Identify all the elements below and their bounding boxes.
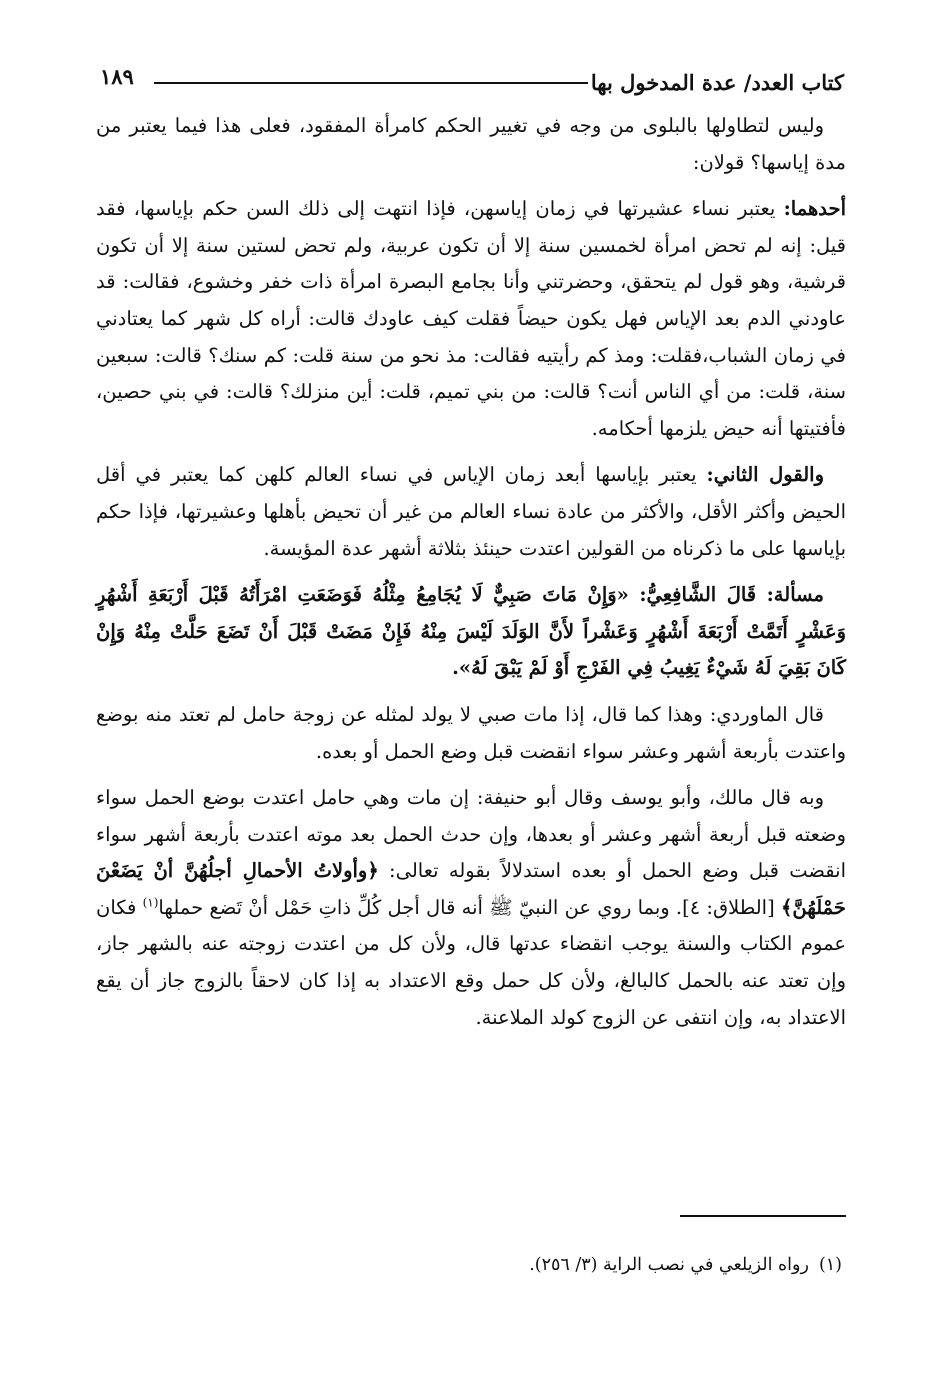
header-rule bbox=[154, 82, 588, 84]
quran-verse: ﴿وأولاتُ الأحمالِ أجلُهُنَّ أنْ يَضَعْنَ حَمْلَهُنَّ﴾ bbox=[96, 859, 846, 919]
paragraph-lead: مسألة: قَالَ الشَّافِعِيُّ: bbox=[639, 583, 824, 607]
shafii-quote: «وَإِنْ مَاتَ صَبِيٌّ لَا يُجَامِعُ مِثْلُهُ فَوَضَعَتِ امْرَأَتُهُ قَبْلَ أَرْبَعَةِ أَشْهُرٍ وَعَشْرٍ أَتَمَّتْ أَرْبَعَةَ أَشْهُرٍ وَعَشْراً لأَنَّ الوَلَدَ لَيْسَ مِنْهُ فَإِنْ مَضَتْ قَبْلَ أَنْ تَضَعَ حَلَّتْ مِنْهُ وَإِنْ كَانَ بَقِيَ لَهُ شَيْءٌ يَغِيبُ فِي الفَرْجِ أَوْ لَمْ يَبْقَ لَهُ». bbox=[96, 583, 846, 680]
paragraph-text: [الطلاق: ٤]. وبما روي عن النبيّ ﷺ أنه قال أجل كُلِّ ذاتِ حَمْل أنْ تَضع حملها bbox=[158, 895, 781, 919]
paragraph-1 bbox=[96, 108, 846, 181]
paragraph-text: وليس لتطاولها بالبلوى من وجه في تغيير الحكم كامرأة المفقود، فعلى هذا فيما يعتبر من مدة إياسها؟ قولان: bbox=[96, 114, 846, 174]
paragraph-5 bbox=[96, 697, 846, 770]
paragraph-text: وبه قال مالك، وأبو يوسف وقال أبو حنيفة: إن مات وهي حامل اعتدت بوضع الحمل سواء وضعته قبل أربعة أشهر وعشر أو بعدها، وإن حدث الحمل بعد موته اعتدت بأربعة أشهر سواء انقضت قبل وضع الحمل أو بعده استدلالاً بقوله تعالى: bbox=[96, 786, 846, 883]
page-number: ١٨٩ bbox=[100, 64, 134, 89]
footnote-reference: (١) bbox=[142, 895, 159, 910]
book-page bbox=[96, 60, 846, 1340]
paragraph-4 bbox=[96, 577, 846, 687]
page-header bbox=[96, 60, 846, 100]
paragraph-text: فكان عموم الكتاب والسنة يوجب انقضاء عدتها قال، ولأن كل من اعتدت زوجته عنه بالشهر جاز، وإن تعتد عنه بالحمل كالبالغ، ولأن كل حمل وقع الاعتداد به إذا كان لاحقاً بالزوج جاز أن يقع الاعتداد به، وإن انتفى عن الزوج كولد الملاعنة. bbox=[96, 895, 846, 1029]
paragraph-lead: والقول الثاني: bbox=[706, 463, 825, 487]
running-title: كتاب العدد/ عدة المدخول بها bbox=[590, 70, 844, 95]
paragraph-text: قال الماوردي: وهذا كما قال، إذا مات صبي لا يولد لمثله عن زوجة حامل لم تعتد منه بوضع واعتدت بأربعة أشهر وعشر سواء انقضت قبل وضع الحمل أو بعده. bbox=[96, 702, 846, 763]
paragraph-lead: أحدهما: bbox=[783, 197, 846, 221]
paragraph-2 bbox=[96, 191, 846, 447]
footnote-text: رواه الزيلعي في نصب الراية (٣/ ٢٥٦). bbox=[529, 1255, 809, 1275]
footnote-marker: (١) bbox=[818, 1255, 842, 1275]
paragraph-6 bbox=[96, 780, 846, 1036]
paragraph-text: يعتبر نساء عشيرتها في زمان إياسهن، فإذا انتهت إلى ذلك السن حكم بإياسها، فقد قيل: إنه لم تحض امرأة لخمسين سنة إلا أن تكون عربية، ولم تحض لستين سنة إلا أن تكون قرشية، وهو قول لم يتحقق، وحضرتني وأنا بجامع البصرة امرأة ذات خفر وخشوع، فقالت: قد عاودني الدم بعد الإياس فهل يكون حيضاً فقلت كيف عاودك قالت: أراه كل شهر كما يعتادني في زمان الشباب،فقلت: ومذ كم رأيتيه فقالت: مذ نحو من سنة قلت: كم سنك؟ قالت: سبعين سنة، قلت: من أي الناس أنت؟ قالت: من بني تميم، قلت: أين منزلك؟ قالت: في بني حصين، فأفتيتها أنه حيض يلزمها أحكامه. bbox=[96, 197, 846, 440]
paragraph-3 bbox=[96, 457, 846, 567]
paragraph-text: يعتبر بإياسها أبعد زمان الإياس في نساء العالم كلهن كما يعتبر في أقل الحيض وأكثر الأقل، والأكثر من عادة نساء العالم من غير أن تحيض بأهلها وعشيرتها، فإذا حكم بإياسها على ما ذكرناه من القولين اعتدت حينئذ بثلاثة أشهر عدة المؤيسة. bbox=[96, 463, 846, 560]
footnote bbox=[96, 1250, 842, 1280]
page-body bbox=[96, 108, 846, 1046]
footnote-rule bbox=[680, 1215, 846, 1217]
